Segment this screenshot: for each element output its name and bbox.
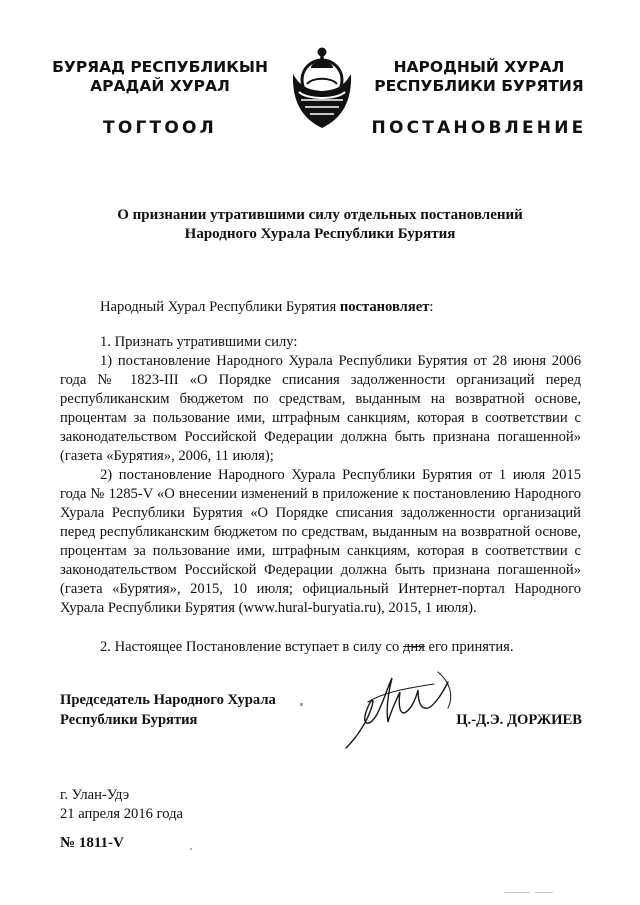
enacting-verb: постановляет bbox=[339, 299, 430, 315]
header-right-line: НАРОДНЫЙ ХУРАЛ bbox=[393, 58, 565, 76]
signatory-position bbox=[60, 690, 276, 730]
title-line: Народного Хурала Республики Бурятия bbox=[184, 226, 456, 242]
header-right-org bbox=[364, 58, 594, 96]
scan-speck bbox=[504, 892, 530, 893]
final-text-after: его принятия. bbox=[424, 639, 514, 655]
item-heading: 1. Признать утратившими силу: bbox=[100, 334, 298, 350]
header-left-line: БУРЯАД РЕСПУБЛИКЫН bbox=[52, 58, 268, 76]
scan-speck bbox=[190, 848, 192, 850]
header-left-org bbox=[46, 58, 274, 96]
place-and-date bbox=[60, 786, 183, 824]
signer-name: Ц.-Д.Э. ДОРЖИЕВ bbox=[456, 712, 582, 728]
header-left-doc-kind: ТОГТООЛ bbox=[103, 118, 217, 138]
position-line: Председатель Народного Хурала bbox=[60, 692, 276, 708]
title-line: О признании утратившими силу отдельных постановлений bbox=[117, 207, 523, 223]
header-left-line: АРАДАЙ ХУРАЛ bbox=[90, 77, 230, 95]
document-title bbox=[40, 206, 600, 244]
scan-speck bbox=[300, 703, 303, 706]
position-line: Республики Бурятия bbox=[60, 712, 198, 728]
final-text-before: 2. Настоящее Постановление вступает в силу со bbox=[100, 639, 403, 655]
final-paragraph bbox=[60, 638, 581, 657]
item-paragraph: 1) постановление Народного Хурала Республики Бурятия от 28 июня 2006 года № 1823-III «О Порядке списания задолженности организаций перед республиканским бюджетом по средствам, выданным на возвратной основе, процентам за пользование ими, штрафным санкциям, которая в соответствии с законодательством Российской Федерации должна быть признана погашенной» (газета «Бурятия», 2006, 11 июля); bbox=[60, 353, 581, 464]
handwritten-signature-icon bbox=[338, 662, 458, 754]
coat-of-arms-icon bbox=[287, 44, 357, 132]
scan-speck bbox=[535, 892, 553, 893]
item-paragraph: 2) постановление Народного Хурала Республики Бурятия от 1 июля 2015 года № 1285-V «О внесении изменений в приложение к постановлению Народного Хурала Республики Бурятия «О Порядке списания задолженности организаций перед республиканским бюджетом по средствам, выданным на возвратной основе, процентам за пользование ими, штрафным санкциям, которая в соответствии с законодательством Российской Федерации должна быть признана погашенной» (газета «Бурятия», 2015, 10 июля; официальный Интернет-портал Народного Хурала Республики Бурятия (www.hural-buryatia.ru), 2015, 1 июля). bbox=[60, 467, 581, 616]
resolution-items bbox=[60, 333, 581, 618]
enacting-clause bbox=[60, 298, 581, 317]
enacting-text: Народный Хурал Республики Бурятия bbox=[100, 299, 340, 315]
place-city: г. Улан-Удэ bbox=[60, 787, 130, 803]
struck-word: дня bbox=[402, 639, 425, 655]
effective-date-clause bbox=[60, 638, 581, 657]
header-right-line: РЕСПУБЛИКИ БУРЯТИЯ bbox=[374, 77, 584, 95]
header-right-doc-kind: ПОСТАНОВЛЕНИЕ bbox=[371, 118, 587, 138]
document-date: 21 апреля 2016 года bbox=[60, 806, 183, 822]
document-number: № 1811-V bbox=[60, 835, 124, 851]
enacting-end: : bbox=[429, 299, 434, 315]
enacting-paragraph bbox=[60, 298, 581, 317]
